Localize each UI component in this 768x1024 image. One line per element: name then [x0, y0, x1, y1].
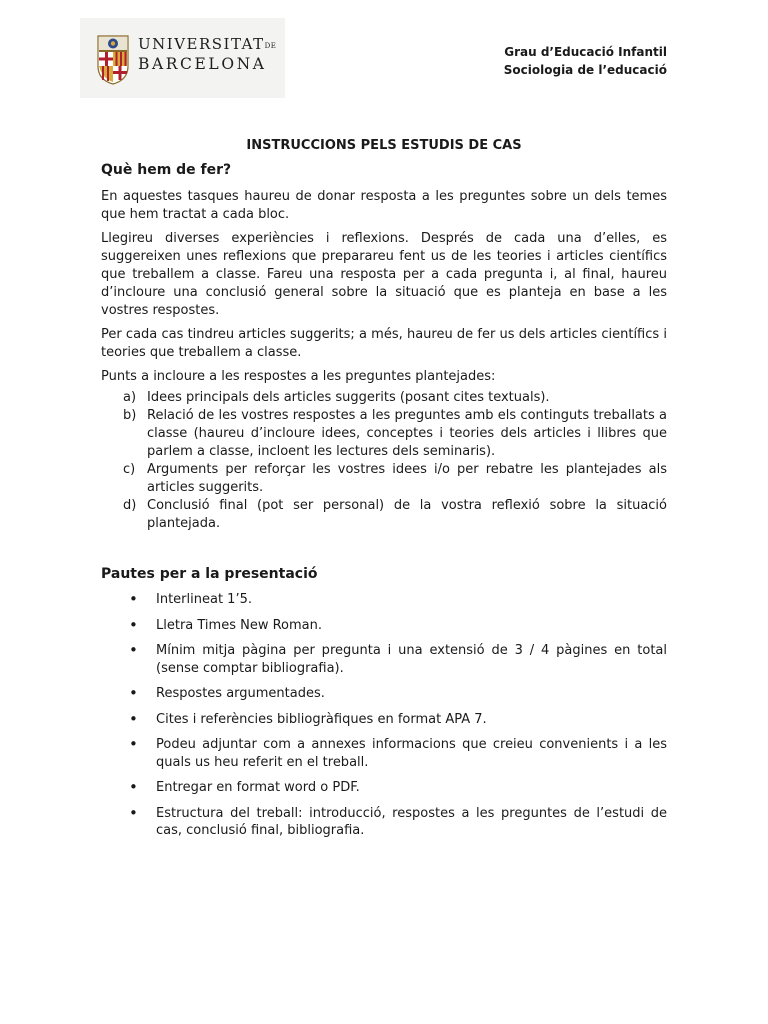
section-heading-what-to-do: Què hem de fer?: [101, 162, 232, 178]
list-item: [101, 591, 667, 609]
document-body: [101, 138, 667, 848]
list-item: [101, 805, 667, 840]
bullet-icon: •: [129, 735, 138, 753]
logo-de: DE: [264, 42, 277, 50]
bullet-icon: •: [129, 684, 138, 702]
list-item: [101, 779, 667, 797]
list-item-text: Cites i referències bibliogràfiques en format APA 7.: [156, 711, 487, 727]
paragraph: Llegireu diverses experiències i reflexions. Després de cada una d’elles, es suggereixen unes reflexions que preparareu fent us de les teories i articles científics que treballem a classe. Fareu una resposta per a cada pregunta i, al final, haureu d’incloure una conclusió general sobre la situació que es planteja en base a les vostres respostes.: [101, 231, 667, 318]
list-item-text: Idees principals dels articles suggerits (posant cites textuals).: [147, 390, 550, 405]
logo-wordmark: [138, 36, 276, 74]
list-item-text: Interlineat 1’5.: [156, 592, 252, 607]
bullet-icon: •: [129, 709, 138, 728]
document-header: [504, 43, 667, 79]
bullet-icon: •: [129, 590, 138, 608]
list-marker: d): [123, 498, 137, 513]
list-item: [101, 642, 667, 677]
list-marker: a): [123, 390, 137, 405]
list-item: [101, 389, 667, 407]
list-item-text: Respostes argumentades.: [156, 686, 325, 701]
university-logo: [80, 18, 285, 98]
list-item: [101, 711, 667, 729]
guidelines-list: [101, 591, 667, 840]
list-item-text: Arguments per reforçar les vostres idees i/o per rebatre les plantejades als articles suggerits.: [147, 462, 667, 495]
list-marker: b): [123, 408, 137, 423]
list-item: [101, 736, 667, 771]
list-item: [101, 461, 667, 497]
logo-university: UNIVERSITAT: [138, 35, 265, 53]
list-item: [101, 617, 667, 635]
logo-barcelona: BARCELONA: [138, 55, 267, 73]
bullet-icon: •: [129, 803, 138, 822]
list-item: [101, 497, 667, 533]
list-item-text: Mínim mitja pàgina per pregunta i una extensió de 3 / 4 pàgines en total (sense comptar bibliografia).: [156, 643, 667, 676]
bullet-icon: •: [129, 615, 138, 634]
list-item-text: Estructura del treball: introducció, respostes a les preguntes de l’estudi de cas, conclusió final, bibliografia.: [156, 805, 667, 838]
bullet-icon: •: [129, 641, 138, 659]
list-item-text: Lletra Times New Roman.: [156, 617, 323, 633]
list-item-text: Podeu adjuntar com a annexes informacions que creieu convenients i a les quals us heu referit en el treball.: [156, 737, 667, 770]
list-item: [101, 685, 667, 703]
bullet-icon: •: [129, 778, 138, 796]
list-item-text: Entregar en format word o PDF.: [156, 780, 360, 795]
degree-name: Grau d’Educació Infantil: [504, 45, 667, 59]
list-item-text: Relació de les vostres respostes a les preguntes amb els continguts treballats a classe (haureu d’incloure idees, conceptes i teories dels articles i llibres que parlem a classe, incloent les lectures dels seminaris).: [147, 408, 667, 459]
ub-shield-icon: [96, 30, 130, 86]
paragraph: En aquestes tasques haureu de donar resposta a les preguntes sobre un dels temes que hem tractat a cada bloc.: [101, 189, 667, 222]
points-list: [101, 389, 667, 533]
list-item-text: Conclusió final (pot ser personal) de la vostra reflexió sobre la situació plantejada.: [147, 498, 667, 531]
list-marker: c): [123, 462, 136, 477]
paragraph: Per cada cas tindreu articles suggerits; a més, haureu de fer us dels articles científics i teories que treballem a classe.: [101, 327, 667, 360]
document-title: INSTRUCCIONS PELS ESTUDIS DE CAS: [246, 138, 522, 153]
section-heading-presentation: Pautes per a la presentació: [101, 566, 318, 582]
paragraph: Punts a incloure a les respostes a les preguntes plantejades:: [101, 369, 496, 384]
list-item: [101, 407, 667, 461]
subject-name: Sociologia de l’educació: [503, 63, 667, 77]
